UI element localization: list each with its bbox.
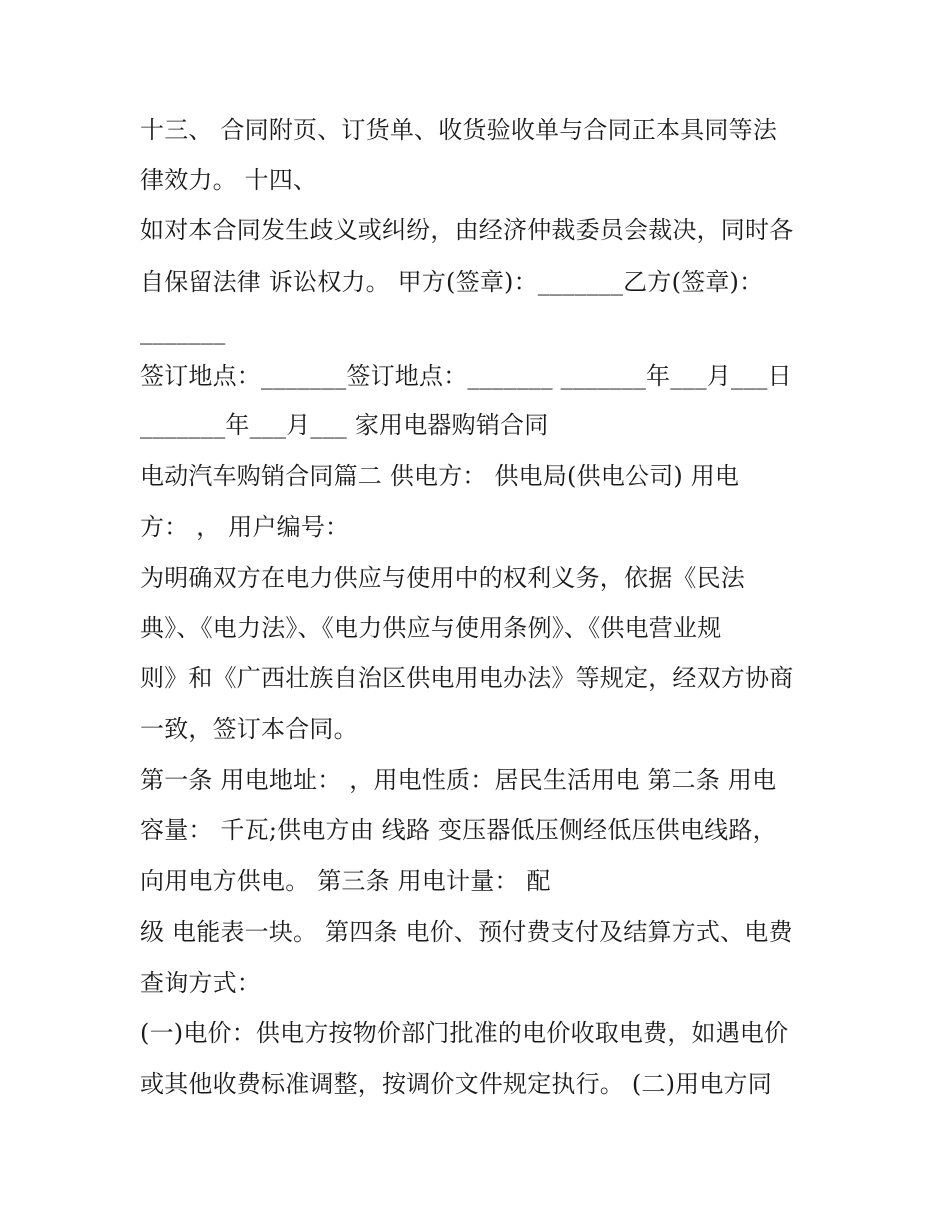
text-line: 律效力。 十四、 [140, 166, 318, 194]
text-line: _______ [140, 317, 226, 345]
text-line: (一)电价：供电方按物价部门批准的电价收取电费，如遇电价 [140, 1019, 789, 1047]
text-line: 向用电方供电。 第三条 用电计量： 配 [140, 867, 551, 895]
text-line: 如对本合同发生歧义或纠纷，由经济仲裁委员会裁决，同时各 [140, 216, 794, 244]
text-line: 电动汽车购销合同篇二 供电方： 供电局(供电公司) 用电 [140, 462, 740, 490]
text-line: 查询方式： [140, 969, 261, 997]
text-line: 容量： 千瓦;供电方由 线路 变压器低压侧经低压供电线路， [140, 816, 777, 844]
text-line: 为明确双方在电力供应与使用中的权利义务，依据《民法 [140, 564, 745, 592]
text-line: 一致，签订本合同。 [140, 715, 358, 743]
text-line: 则》和《广西壮族自治区供电用电办法》等规定，经双方协商 [140, 664, 794, 692]
text-line: 或其他收费标准调整，按调价文件规定执行。 (二)用电方同 [140, 1070, 772, 1098]
text-line: 方： ， 用户编号： [140, 513, 350, 541]
text-line: 级 电能表一块。 第四条 电价、预付费支付及结算方式、电费 [140, 918, 793, 946]
text-line: 自保留法律 诉讼权力。 甲方(签章)：_______乙方(签章)： [140, 268, 764, 296]
text-line: 十三、 合同附页、订货单、收货验收单与合同正本具同等法 [140, 116, 778, 144]
text-line: 第一条 用电地址： ，用电性质：居民生活用电 第二条 用电 [140, 766, 777, 794]
text-line: _______年___月___ 家用电器购销合同 [140, 411, 549, 439]
text-line: 签订地点：_______签订地点：_______ _______年___月___日 [140, 362, 792, 390]
text-line: 典》、《电力法》、《电力供应与使用条例》、《供电营业规 [140, 614, 722, 642]
